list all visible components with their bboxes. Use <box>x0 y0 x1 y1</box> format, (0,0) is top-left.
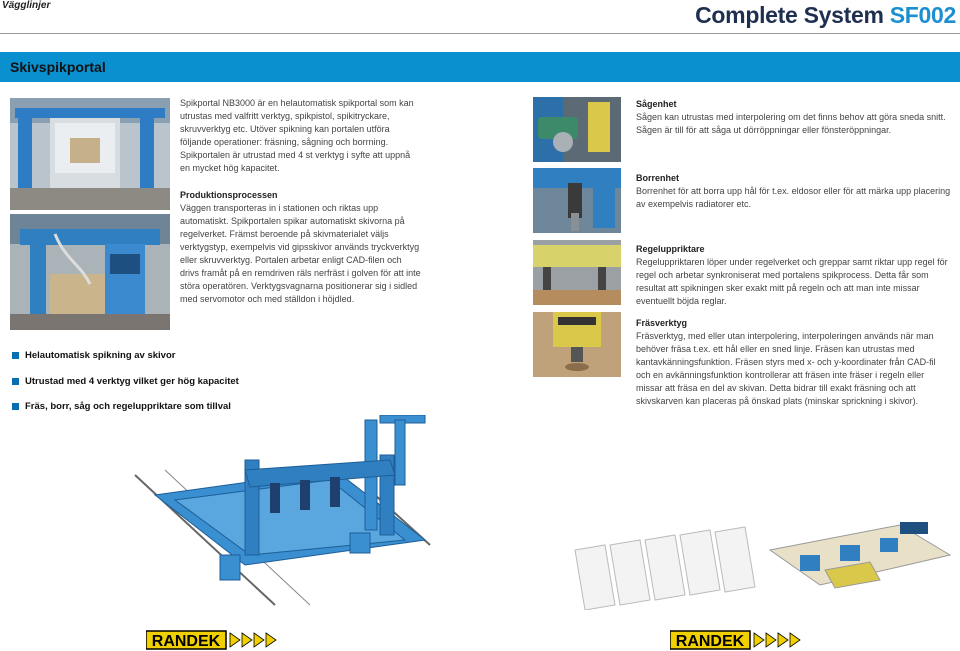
logo-text: RANDEK <box>675 633 745 650</box>
feature-saw <box>636 98 952 137</box>
feature-text: Fräsverktyg, med eller utan interpolering, interpoleringen används när man behöver fräsa t.ex. ett hål eller en sned linje. Fräsen kan utrustas med kantavkänningsfunktion. Fräsen styrs med x- och y-koordinater från CAD-fil och en avkänningsfunktion kontrollerar att fräsen inte fräser i regeln eller missar att fräsa en del av skivan. Detta bidrar till exakt fräsning och att skivskarven kan placeras på önskad plats (minskar sprickning i skivor). <box>636 331 936 406</box>
header-divider <box>0 33 960 34</box>
document-title <box>695 2 956 29</box>
randek-logo <box>670 629 810 651</box>
bullet-square-icon <box>12 378 19 385</box>
intro-text: Spikportal NB3000 är en helautomatisk spikportal som kan utrustas med valfritt verktyg, spikpistol, spikitryckare, skruvverktyg etc. Utöver spikning kan portalen utföra följande operationer: fräsning, sågning och borrning. Spikportalen är utrustad med 4 st verktyg i syfte att uppnå en mycket hög kapacitet. <box>180 98 414 173</box>
bullet-item <box>12 401 231 412</box>
feature-stud-aligner <box>636 243 952 308</box>
title-code: SF002 <box>889 2 956 28</box>
feature-heading: Fräsverktyg <box>636 318 688 328</box>
router-unit-photo <box>533 312 621 377</box>
portal-machine-illustration <box>125 415 435 610</box>
bullet-item <box>12 376 239 387</box>
feature-text: Regeluppriktaren löper under regelverket och greppar samt riktar upp regel för regel och arbetar synkroniserat med portalens spikprocess. Detta får som resultat att spikningen sker exakt mitt på regeln och att man inte missar eventuellt böjda reglar. <box>636 257 948 306</box>
bullet-text: Fräs, borr, såg och regeluppriktare som tillval <box>25 401 231 412</box>
bullet-square-icon <box>12 403 19 410</box>
section-banner <box>0 52 960 82</box>
logo-text: RANDEK <box>151 633 221 650</box>
bullet-item <box>12 350 175 361</box>
saw-unit-photo <box>533 97 621 162</box>
feature-heading: Regeluppriktare <box>636 244 705 254</box>
portal-photo-top <box>10 98 170 210</box>
portal-photo-bottom <box>10 214 170 330</box>
bullet-text: Helautomatisk spikning av skivor <box>25 350 176 361</box>
feature-heading: Borrenhet <box>636 173 680 183</box>
stud-aligner-photo <box>533 240 621 305</box>
drill-unit-photo <box>533 168 621 233</box>
intro-paragraph <box>180 97 422 175</box>
production-line-illustration <box>570 510 955 610</box>
randek-logo <box>146 629 286 651</box>
feature-text: Borrenhet för att borra upp hål för t.ex. eldosor eller för att märka upp placering av exempelvis radiatorer etc. <box>636 186 951 209</box>
feature-router <box>636 317 952 408</box>
section-label: Vägglinjer <box>2 0 51 11</box>
title-main: Complete System <box>695 2 890 28</box>
bullet-text: Utrustad med 4 verktyg vilket ger hög kapacitet <box>25 376 239 387</box>
feature-text: Sågen kan utrustas med interpolering om det finns behov att göra sneda snitt. Sågen är till för att såga ut dörröppningar eller fönsteröppningar. <box>636 112 946 135</box>
feature-heading: Sågenhet <box>636 99 677 109</box>
banner-title: Skivspikportal <box>10 59 106 75</box>
process-heading: Produktionsprocessen <box>180 190 278 200</box>
process-paragraph <box>180 202 422 306</box>
feature-drill <box>636 172 952 211</box>
bullet-square-icon <box>12 352 19 359</box>
process-text: Väggen transporteras in i stationen och riktas upp automatiskt. Spikportalen spikar automatiskt skivorna på regelverket. Främst beroende på skivmaterialet väljs verktygstyp, exempelvis vid gipsskivor används tryckverktyg eller skruvverktyg. Portalen arbetar enligt CAD-filen och drivs framåt på en remdriven räls nerfräst i golven för att inte störa operatören. Verktygsvagnarna positionerar sig i sidled med servomotor och med ställdon i höjdled. <box>180 203 421 304</box>
